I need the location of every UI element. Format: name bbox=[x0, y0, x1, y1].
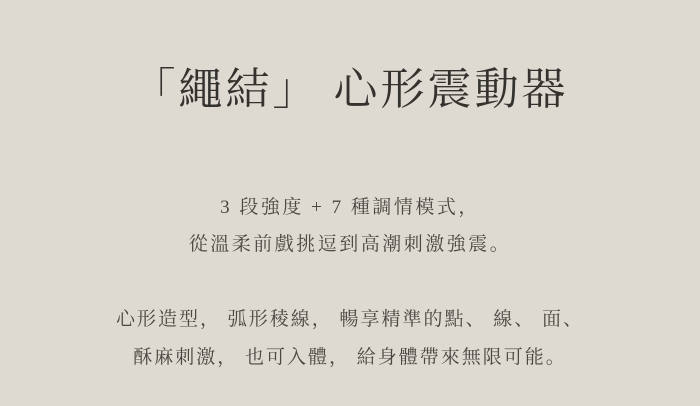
page-title: 「繩結」 心形震動器 bbox=[131, 65, 569, 114]
subtitle-line-1: 3 段強度 + 7 種調情模式， bbox=[220, 197, 480, 219]
subtitle-line-2: 從溫柔前戲挑逗到高潮刺激強震。 bbox=[188, 233, 512, 255]
body-line-1: 心形造型， 弧形稜線， 暢享精準的點、 線、 面、 bbox=[115, 308, 584, 330]
body-line-2: 酥麻刺激， 也可入體， 給身體帶來無限可能。 bbox=[133, 346, 567, 368]
body-block bbox=[116, 301, 584, 377]
subtitle-block bbox=[189, 190, 512, 262]
